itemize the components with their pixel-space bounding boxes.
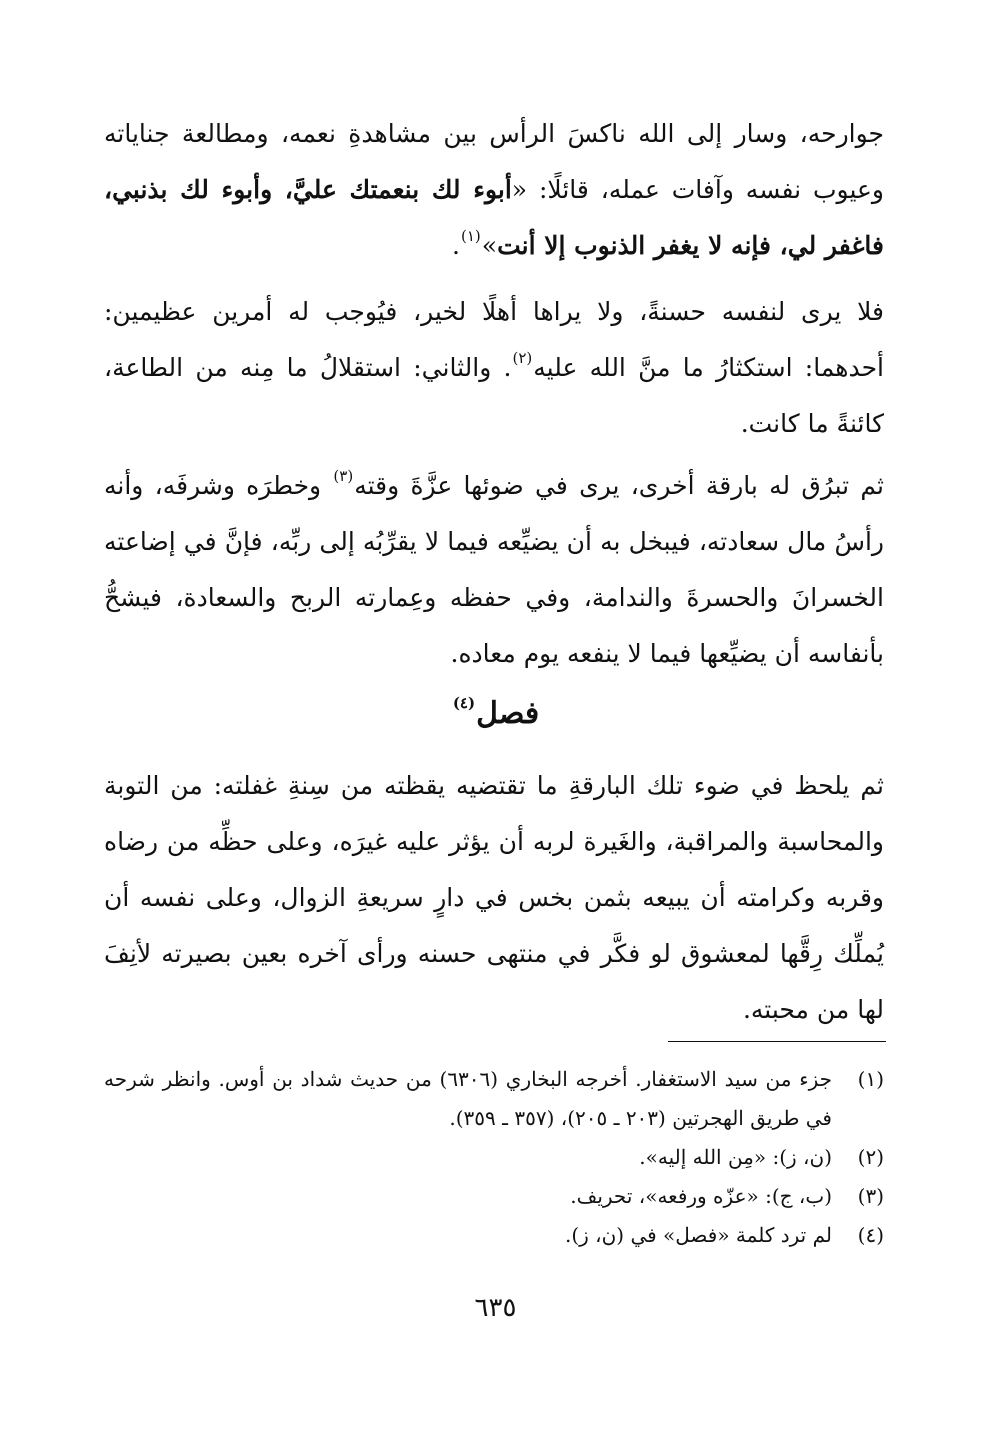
body-paragraph xyxy=(104,106,884,274)
footnotes-list xyxy=(104,1060,884,1255)
footnote-reference: (١) xyxy=(460,226,481,245)
footnote-reference: (٤) xyxy=(452,694,476,712)
footnote-number: (٤) xyxy=(857,1223,884,1247)
quoted-supplication: أبوء لك بنعمتك عليَّ، وأبوء لك بذنبي، فاغفر لي، فإنه لا يغفر الذنوب إلا أنت xyxy=(104,175,884,260)
body-paragraph xyxy=(104,758,884,1038)
footnote-reference: (٢) xyxy=(512,348,533,367)
footnote-number: (٣) xyxy=(857,1184,884,1208)
footnote-item xyxy=(104,1060,884,1138)
footnote-item xyxy=(104,1138,884,1177)
page-number: ٦٣٥ xyxy=(474,1293,517,1323)
footnote-text: جزء من سيد الاستغفار. أخرجه البخاري (٦٣٠٦) من حديث شداد بن أوس. وانظر شرحه في طريق الهجرتين (٢٠٣ ـ ٢٠٥)، (٣٥٧ ـ ٣٥٩). xyxy=(104,1067,832,1130)
footnote-number: (١) xyxy=(857,1067,884,1091)
section-heading xyxy=(0,690,991,738)
paragraph-text: ثم تبرُق له بارقة أخرى، يرى في ضوئها عزَّةَ وقته xyxy=(354,471,885,500)
paragraph-text: ثم يلحظ في ضوء تلك البارقةِ ما تقتضيه يقظته من سِنةِ غفلته: من التوبة والمحاسبة والمراقبة، والغَيرة لربه أن يؤثر عليه غيرَه، وعلى حظِّه من رضاه وقربه وكرامته أن يبيعه بثمن بخس في دارٍ سريعةِ الزوال، وعلى نفسه أن يُملِّك رِقَّها لمعشوق لو فكَّر في منتهى حسنه ورأى آخره بعين بصيرته لأنِفَ لها من محبته. xyxy=(104,771,884,1024)
section-title: فصل xyxy=(476,696,540,731)
footnote-separator xyxy=(668,1041,886,1042)
paragraph-text: جوارحه، وسار إلى الله ناكسَ الرأس بين مشاهدةِ نعمه، ومطالعة جناياته وعيوب نفسه وآفات عمله، قائلًا: « xyxy=(104,119,884,204)
paragraph-text: . والثاني: استقلالُ ما مِنه من الطاعة، كائنةً ما كانت. xyxy=(104,353,884,438)
footnote-reference: (٣) xyxy=(333,466,354,485)
paragraph-text: فلا يرى لنفسه حسنةً، ولا يراها أهلًا لخير، فيُوجب له أمرين عظيمين: أحدهما: استكثارُ ما منَّ الله عليه xyxy=(104,297,884,382)
footnote-text: (ن، ز): «مِن الله إليه». xyxy=(639,1145,832,1169)
footnote-number: (٢) xyxy=(857,1145,884,1169)
footnote-text: (ب، ج): «عزّه ورفعه»، تحريف. xyxy=(570,1184,832,1208)
footnote-item xyxy=(104,1177,884,1216)
paragraph-text: وخطرَه وشرفَه، وأنه رأسُ مال سعادته، فيبخل به أن يضيِّعه فيما لا يقرِّبُه إلى ربِّه، فإنَّ في إضاعته الخسرانَ والحسرةَ والندامة، وفي حفظه وعِمارته الربح والسعادة، فيشحُّ بأنفاسه أن يضيِّعها فيما لا ينفعه يوم معاده. xyxy=(104,471,884,668)
footnote-text: لم ترد كلمة «فصل» في (ن، ز). xyxy=(564,1223,832,1247)
quote-close: » xyxy=(481,231,498,260)
body-paragraph xyxy=(104,458,884,682)
paragraph-text: . xyxy=(452,231,460,260)
body-paragraph xyxy=(104,284,884,452)
footnote-item xyxy=(104,1216,884,1255)
